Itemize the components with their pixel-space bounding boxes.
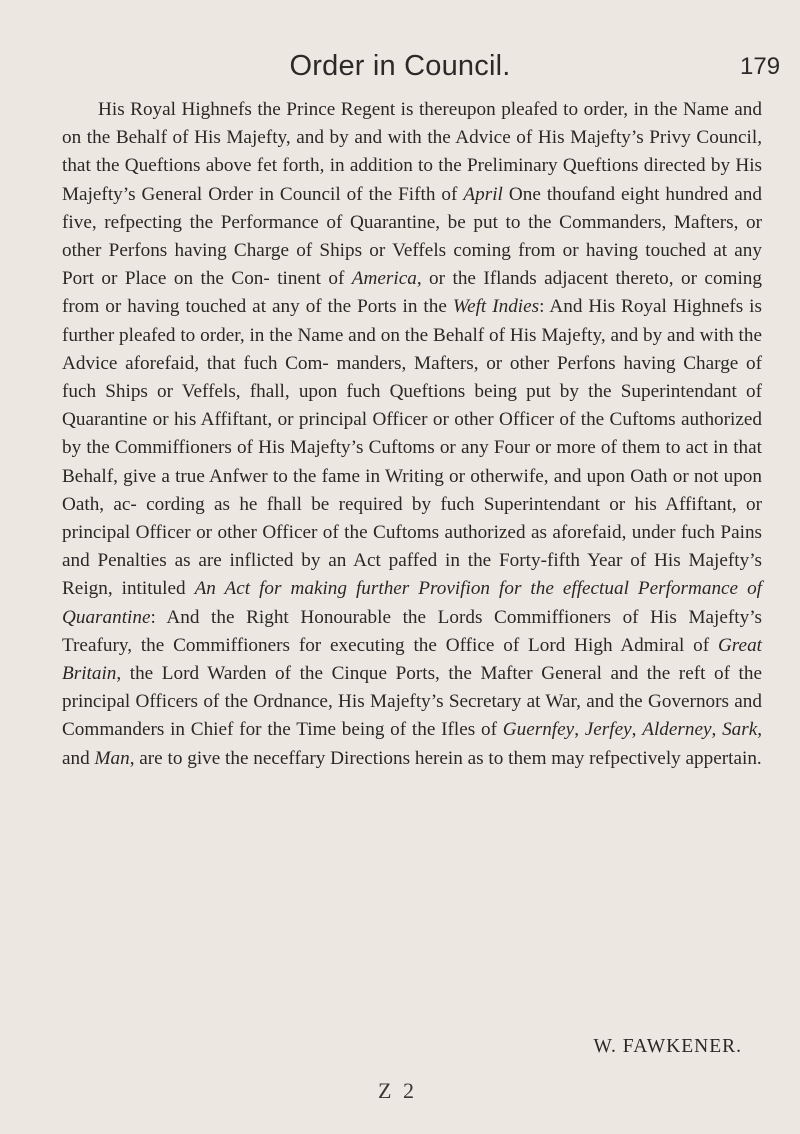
italic-run: America <box>351 268 417 290</box>
text-run: His Royal Highnefs the Prince Regent is thereupon pleafed to order, in the Name and on the Behalf of His Majefty, and by and with the Advice of His Majefty’s Privy Council, that the Queftions above fet forth, in addition to the Preliminary Queftions directed by His Majefty’s General Order in Council of the Fifth of <box>62 99 762 205</box>
italic-run: Alderney <box>642 719 712 741</box>
text-run: : And the Right Honourable the Lords Commiffioners of His Majefty’s Treafury, the Commiffioners for executing the Office of Lord High Admiral of <box>62 606 762 656</box>
page-number: 179 <box>740 53 781 80</box>
text-run: , are to give the neceffary Directions herein as to them may refpectively appertain. <box>129 747 762 769</box>
order-paragraph <box>62 96 762 773</box>
text-run: : And His Royal Highnefs is further pleafed to order, in the Name and on the Behalf of His Majefty, and by and with the Advice aforefaid, that fuch Com- manders, Mafters, or other Perfons having Charge of fuch Ships or Veffels, fhall, upon fuch Queftions being put by the Superintendant of Quarantine or his Affiftant, or principal Officer or other Officer of the Cuftoms authorized by the Commiffioners of His Majefty’s Cuftoms or any Four or more of them to act in that Behalf, give a true Anfwer to the fame in Writing or otherwife, and upon Oath or not upon Oath, ac- cording as he fhall be required by fuch Superintendant or his Affiftant, or principal Officer or other Officer of the Cuftoms authorized as aforefaid, under fuch Pains and Penalties as are inflicted by an Act paffed in the Forty-fifth Year of His Majefty’s Reign, intituled <box>62 296 762 600</box>
italic-run: April <box>463 183 503 205</box>
italic-run: Man <box>94 747 130 769</box>
italic-run: Sark <box>722 719 758 741</box>
text-run: , or the Iflands adjacent thereto, or coming from or having touched at any of the Ports in the <box>62 268 762 318</box>
text-run: , and <box>62 719 763 769</box>
signature: W. FAWKENER. <box>593 1036 742 1057</box>
italic-run: Guernfey <box>502 719 575 741</box>
italic-run: An Act for making further Provifion for the effectual Performance of Quarantine <box>62 578 762 628</box>
text-run: , <box>631 719 643 741</box>
page-title: Order in Council. <box>289 50 511 82</box>
italic-run: Great Britain <box>62 634 762 685</box>
text-run: , <box>711 719 723 741</box>
italic-run: Jerfey <box>584 719 632 741</box>
signature-mark: Z 2 <box>378 1078 417 1103</box>
text-run: One thoufand eight hundred and five, refpecting the Performance of Quarantine, be put to the Commanders, Mafters, or other Perfons having Charge of Ships or Veffels coming from or having touched at any Port or Place on the Con- tinent of <box>62 183 762 290</box>
italic-run: Weft Indies <box>452 296 540 318</box>
text-run: , the Lord Warden of the Cinque Ports, the Mafter General and the reft of the principal Officers of the Ordnance, His Majefty’s Secretary at War, and the Governors and Commanders in Chief for the Time being of the Ifles of <box>62 663 762 741</box>
text-run: , <box>574 719 585 741</box>
